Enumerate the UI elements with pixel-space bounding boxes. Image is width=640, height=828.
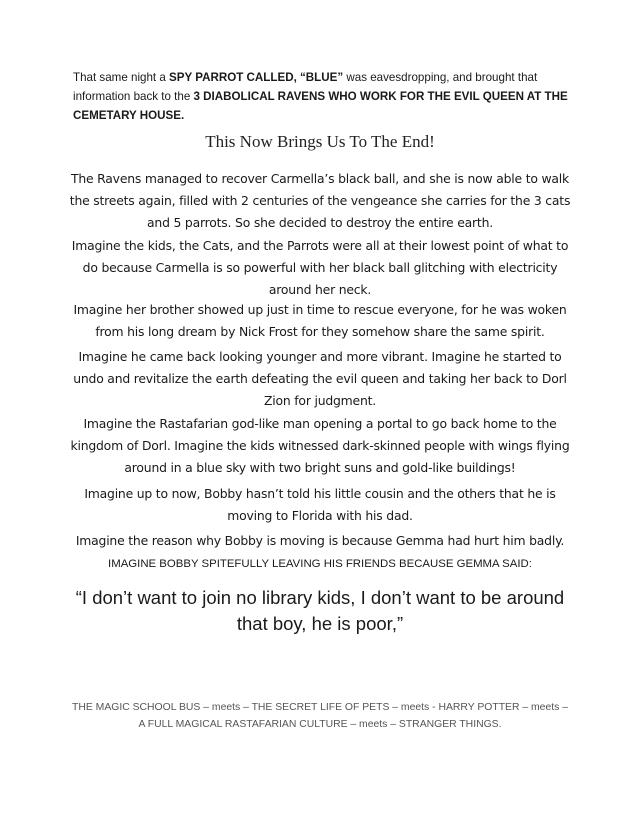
- intro-bold-1: SPY PARROT CALLED, “BLUE”: [169, 71, 344, 84]
- intro-text-1: That same night a: [73, 71, 170, 84]
- story-paragraph: The Ravens managed to recover Carmella’s black ball, and she is now able to walk the streets again, filled with 2 centuries of the vengeance she carries for the 3 cats and 5 parrots. So she decided to destroy the entire earth.: [69, 171, 571, 230]
- section-heading: This Now Brings Us To The End!: [205, 132, 435, 151]
- intro-paragraph: [73, 68, 573, 125]
- story-paragraph: Imagine the kids, the Cats, and the Parrots were all at their lowest point of what to do because Carmella is so powerful with her black ball glitching with electricity around her neck.: [71, 238, 569, 297]
- story-paragraph: Imagine he came back looking younger and more vibrant. Imagine he started to undo and revitalize the earth defeating the evil queen and taking her back to Dorl Zion for judgment.: [73, 349, 567, 408]
- story-paragraph: Imagine the Rastafarian god-like man opening a portal to go back home to the kingdom of Dorl. Imagine the kids witnessed dark-skinned people with wings flying around in a blue sky with two bright suns and gold-like buildings!: [70, 416, 570, 475]
- story-paragraph: Imagine her brother showed up just in time to rescue everyone, for he was woken from his long dream by Nick Frost for they somehow share the same spirit.: [73, 302, 567, 339]
- intro-text-2: was eavesdropping, and brought that information back to the: [73, 71, 538, 103]
- story-paragraph: Imagine the reason why Bobby is moving is because Gemma had hurt him badly.: [75, 533, 565, 548]
- footer-tagline: THE MAGIC SCHOOL BUS – meets – THE SECRET LIFE OF PETS – meets - HARRY POTTER – meets – A FULL MAGICAL RASTAFARIAN CULTURE – meets – STRANGER THINGS.: [72, 702, 568, 730]
- story-paragraph: Imagine up to now, Bobby hasn’t told his little cousin and the others that he is moving to Florida with his dad.: [84, 486, 556, 523]
- intro-bold-2: 3 DIABOLICAL RAVENS WHO WORK FOR THE EVIL QUEEN AT THE CEMETARY HOUSE.: [73, 90, 568, 122]
- caps-line: IMAGINE BOBBY SPITEFULLY LEAVING HIS FRIENDS BECAUSE GEMMA SAID:: [108, 558, 532, 570]
- quote: “I don’t want to join no library kids, I don’t want to be around that boy, he is poor,”: [75, 587, 565, 634]
